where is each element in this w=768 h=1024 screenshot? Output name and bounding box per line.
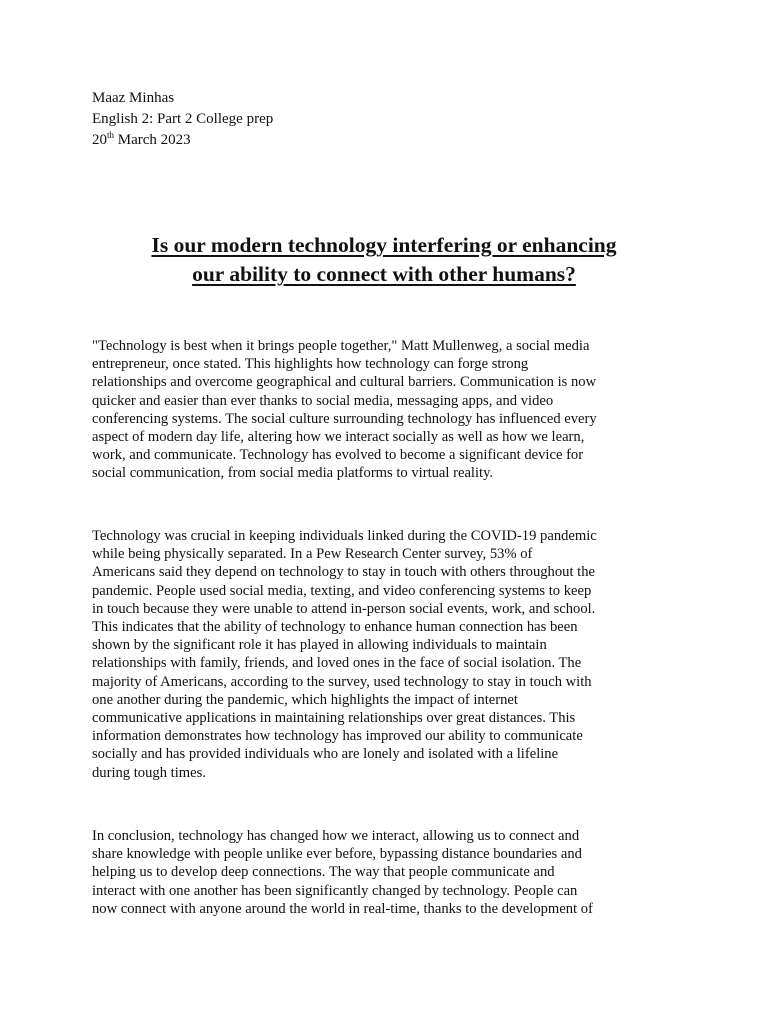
date-suffix: th [107, 130, 115, 140]
date-day: 20 [92, 132, 107, 148]
paragraph-line: work, and communicate. Technology has evolved to become a significant device for [92, 447, 584, 464]
paragraph-line: while being physically separated. In a Pew Research Center survey, 53% of [92, 546, 533, 563]
paragraph-line: interact with one another has been significantly changed by technology. People can [92, 882, 578, 899]
paragraph-line: relationships and overcome geographical and cultural barriers. Communication is now [92, 374, 597, 391]
paragraph-line: information demonstrates how technology has improved our ability to communicate [92, 728, 583, 745]
paragraph-line: relationships with family, friends, and loved ones in the face of social isolation. The [92, 655, 582, 672]
paragraph-2 [92, 527, 682, 782]
date-rest: March 2023 [114, 132, 191, 148]
title-line-1: Is our modern technology interfering or enhancing [151, 233, 617, 257]
paragraph-line: communicative applications in maintaining relationships over great distances. This [92, 710, 576, 727]
paragraph-line: socially and has provided individuals who are lonely and isolated with a lifeline [92, 746, 559, 763]
paragraph-line: conferencing systems. The social culture surrounding technology has influenced every [92, 410, 597, 427]
paragraph-line: quicker and easier than ever thanks to social media, messaging apps, and video [92, 392, 554, 409]
paragraph-line: entrepreneur, once stated. This highlights how technology can forge strong [92, 356, 529, 373]
paragraph-3 [92, 827, 682, 918]
author-name: Maaz Minhas [92, 90, 175, 106]
paragraph-line: shown by the significant role it has played in allowing individuals to maintain [92, 637, 547, 654]
paragraph-line: during tough times. [92, 764, 206, 781]
title-line-2: our ability to connect with other humans? [192, 262, 576, 286]
paragraph-line: aspect of modern day life, altering how we interact socially as well as how we learn, [92, 429, 585, 446]
paragraph-line: helping us to develop deep connections. The way that people communicate and [92, 864, 555, 881]
document-header [92, 88, 273, 151]
document-date [92, 130, 273, 151]
paragraph-line: This indicates that the ability of technology to enhance human connection has been [92, 619, 578, 636]
essay-title [60, 231, 708, 289]
paragraph-line: Americans said they depend on technology to stay in touch with others throughout the [92, 564, 595, 581]
course-name: English 2: Part 2 College prep [92, 111, 274, 127]
paragraph-1 [92, 337, 682, 483]
paragraph-line: majority of Americans, according to the survey, used technology to stay in touch with [92, 673, 592, 690]
paragraph-line: social communication, from social media platforms to virtual reality. [92, 465, 494, 482]
paragraph-line: share knowledge with people unlike ever before, bypassing distance boundaries and [92, 846, 582, 863]
paragraph-line: one another during the pandemic, which highlights the impact of internet [92, 691, 518, 708]
paragraph-line: now connect with anyone around the world in real-time, thanks to the development of [92, 900, 593, 917]
paragraph-line: "Technology is best when it brings people together," Matt Mullenweg, a social media [92, 338, 590, 354]
paragraph-line: in touch because they were unable to attend in-person social events, work, and school. [92, 600, 596, 617]
paragraph-line: Technology was crucial in keeping individuals linked during the COVID-19 pandemic [92, 528, 597, 544]
paragraph-line: pandemic. People used social media, texting, and video conferencing systems to keep [92, 582, 592, 599]
paragraph-line: In conclusion, technology has changed how we interact, allowing us to connect and [92, 828, 580, 844]
